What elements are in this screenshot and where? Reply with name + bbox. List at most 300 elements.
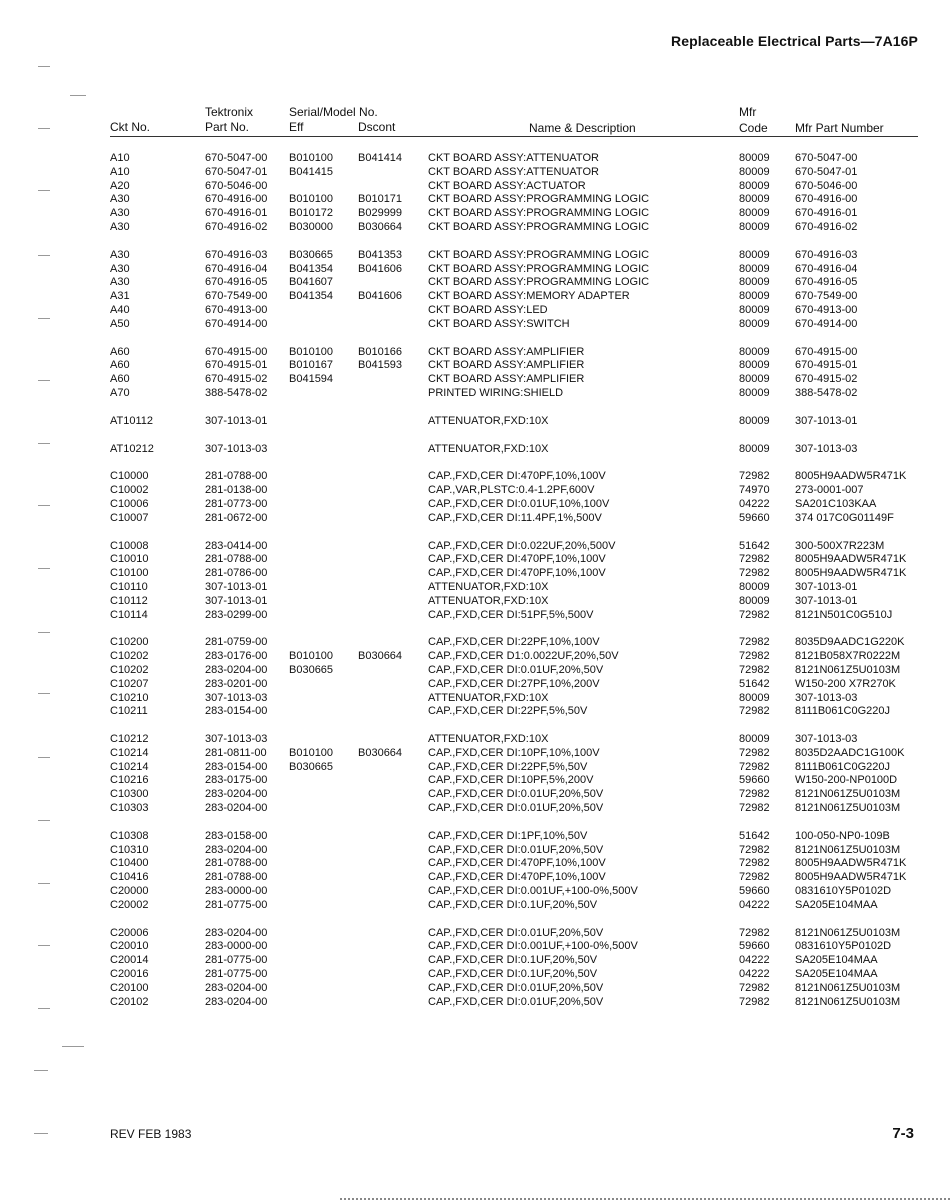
cell-part-no: 281-0788-00: [205, 553, 268, 566]
cell-part-no: 283-0204-00: [205, 788, 268, 801]
cell-ckt-no: C10400: [110, 857, 149, 870]
cell-mfr-part-number: 8121N061Z5U0103M: [795, 981, 901, 994]
margin-mark: [38, 757, 50, 758]
cell-part-no: 283-0000-00: [205, 885, 268, 898]
cell-ckt-no: A50: [110, 317, 130, 330]
cell-mfr-code: 80009: [739, 152, 770, 164]
parts-table: [0, 152, 950, 1023]
cell-ckt-no: A60: [110, 373, 130, 386]
cell-serial-eff: B010100: [289, 746, 334, 759]
cell-part-no: 283-0204-00: [205, 663, 268, 676]
cell-mfr-code: 80009: [739, 290, 770, 303]
table-row: [0, 290, 950, 304]
cell-ckt-no: C20006: [110, 926, 149, 939]
page-number: 7-3: [892, 1125, 914, 1142]
cell-serial-dscont: B010166: [358, 345, 403, 358]
cell-part-no: 281-0786-00: [205, 567, 268, 580]
table-row: [0, 304, 950, 318]
cell-ckt-no: C20010: [110, 940, 149, 953]
cell-serial-eff: B041354: [289, 262, 334, 275]
cell-mfr-part-number: 307-1013-01: [795, 580, 858, 593]
col-dscont: Dscont: [358, 120, 396, 134]
cell-serial-eff: B041607: [289, 276, 334, 289]
cell-ckt-no: C10202: [110, 650, 149, 663]
cell-mfr-part-number: 670-5047-01: [795, 165, 858, 178]
cell-ckt-no: C10207: [110, 677, 149, 690]
cell-mfr-code: 59660: [739, 940, 770, 953]
margin-mark: [38, 568, 50, 569]
cell-mfr-part-number: 273-0001-007: [795, 484, 864, 497]
parts-group: [0, 540, 950, 623]
table-row: [0, 650, 950, 664]
table-row: [0, 498, 950, 512]
cell-mfr-part-number: 8111B061C0G220J: [795, 705, 890, 718]
cell-mfr-part-number: 307-1013-03: [795, 442, 858, 455]
cell-part-no: 670-4915-00: [205, 345, 268, 358]
cell-mfr-part-number: SA205E104MAA: [795, 954, 878, 967]
cell-ckt-no: C20000: [110, 885, 149, 898]
margin-mark: [38, 190, 50, 191]
cell-name-description: CAP.,FXD,CER DI:0.01UF,20%,50V: [428, 788, 604, 801]
table-row: [0, 609, 950, 623]
bottom-scan-line: [340, 1198, 950, 1200]
table-row: [0, 636, 950, 650]
table-row: [0, 940, 950, 954]
cell-mfr-part-number: 8005H9AADW5R471K: [795, 871, 907, 884]
table-row: [0, 152, 950, 166]
cell-name-description: CKT BOARD ASSY:ACTUATOR: [428, 179, 586, 192]
table-row: [0, 899, 950, 913]
cell-part-no: 283-0176-00: [205, 650, 268, 663]
table-row: [0, 553, 950, 567]
cell-mfr-part-number: SA201C103KAA: [795, 497, 877, 510]
cell-part-no: 281-0788-00: [205, 470, 268, 483]
table-row: [0, 263, 950, 277]
cell-name-description: CAP.,FXD,CER D1:0.0022UF,20%,50V: [428, 650, 619, 663]
cell-mfr-code: 80009: [739, 248, 770, 261]
table-row: [0, 484, 950, 498]
table-row: [0, 705, 950, 719]
cell-serial-dscont: B041606: [358, 290, 403, 303]
cell-ckt-no: C10202: [110, 663, 149, 676]
cell-part-no: 281-0775-00: [205, 968, 268, 981]
table-row: [0, 802, 950, 816]
cell-mfr-code: 80009: [739, 262, 770, 275]
cell-mfr-code: 80009: [739, 303, 770, 316]
table-row: [0, 844, 950, 858]
col-ckt-no: Ckt No.: [110, 120, 151, 134]
cell-name-description: CAP.,FXD,CER DI:10PF,5%,200V: [428, 774, 594, 787]
cell-serial-eff: B010100: [289, 193, 334, 206]
cell-mfr-code: 72982: [739, 705, 770, 718]
table-row: [0, 249, 950, 263]
cell-ckt-no: C10200: [110, 636, 149, 649]
margin-mark: [38, 380, 50, 381]
cell-mfr-code: 74970: [739, 484, 770, 497]
table-row: [0, 885, 950, 899]
cell-name-description: CKT BOARD ASSY:PROGRAMMING LOGIC: [428, 220, 650, 233]
cell-part-no: 307-1013-01: [205, 414, 268, 427]
cell-mfr-part-number: 670-4916-02: [795, 220, 858, 233]
cell-ckt-no: A20: [110, 179, 130, 192]
cell-part-no: 670-4913-00: [205, 303, 268, 316]
cell-part-no: 281-0773-00: [205, 497, 268, 510]
cell-ckt-no: C10006: [110, 497, 149, 510]
parts-group: [0, 830, 950, 913]
table-row: [0, 871, 950, 885]
cell-name-description: ATTENUATOR,FXD:10X: [428, 580, 549, 593]
cell-mfr-part-number: 8121N061Z5U0103M: [795, 995, 901, 1008]
cell-ckt-no: C10212: [110, 733, 149, 746]
cell-name-description: CAP.,FXD,CER DI:51PF,5%,500V: [428, 608, 594, 621]
cell-part-no: 307-1013-03: [205, 442, 268, 455]
margin-mark: [38, 66, 50, 67]
cell-mfr-part-number: 8005H9AADW5R471K: [795, 470, 907, 483]
cell-part-no: 670-4916-00: [205, 193, 268, 206]
cell-mfr-part-number: 307-1013-03: [795, 691, 858, 704]
cell-mfr-part-number: 670-4916-05: [795, 276, 858, 289]
cell-mfr-code: 51642: [739, 539, 770, 552]
cell-serial-dscont: B030664: [358, 650, 403, 663]
cell-ckt-no: C10210: [110, 691, 149, 704]
cell-mfr-code: 80009: [739, 207, 770, 220]
cell-serial-dscont: B041353: [358, 248, 403, 261]
table-row: [0, 387, 950, 401]
cell-ckt-no: A60: [110, 359, 130, 372]
cell-name-description: CKT BOARD ASSY:AMPLIFIER: [428, 359, 585, 372]
cell-part-no: 281-0788-00: [205, 871, 268, 884]
table-row: [0, 788, 950, 802]
parts-group: [0, 346, 950, 401]
cell-mfr-part-number: 300-500X7R223M: [795, 539, 885, 552]
cell-name-description: PRINTED WIRING:SHIELD: [428, 386, 564, 399]
cell-mfr-part-number: 670-4916-04: [795, 262, 858, 275]
cell-mfr-part-number: 8121N061Z5U0103M: [795, 843, 901, 856]
cell-mfr-code: 72982: [739, 871, 770, 884]
cell-part-no: 281-0775-00: [205, 954, 268, 967]
cell-name-description: CAP.,FXD,CER DI:0.1UF,20%,50V: [428, 954, 598, 967]
table-row: [0, 761, 950, 775]
margin-mark: [70, 95, 86, 96]
cell-ckt-no: C10114: [110, 608, 148, 621]
table-row: [0, 221, 950, 235]
cell-serial-eff: B030665: [289, 663, 334, 676]
cell-ckt-no: C20100: [110, 981, 149, 994]
table-row: [0, 318, 950, 332]
table-row: [0, 692, 950, 706]
cell-name-description: CKT BOARD ASSY:PROGRAMMING LOGIC: [428, 248, 650, 261]
cell-mfr-part-number: 670-4916-00: [795, 193, 858, 206]
cell-mfr-code: 72982: [739, 802, 770, 815]
table-row: [0, 359, 950, 373]
cell-mfr-code: 80009: [739, 317, 770, 330]
cell-ckt-no: C20016: [110, 968, 149, 981]
cell-mfr-code: 72982: [739, 470, 770, 483]
cell-mfr-part-number: 670-4915-02: [795, 373, 858, 386]
cell-part-no: 307-1013-01: [205, 594, 268, 607]
cell-ckt-no: C10300: [110, 788, 149, 801]
cell-serial-eff: B010100: [289, 152, 334, 164]
cell-mfr-code: 72982: [739, 788, 770, 801]
cell-mfr-part-number: 100-050-NP0-109B: [795, 829, 890, 842]
cell-mfr-part-number: 307-1013-01: [795, 414, 858, 427]
col-tektronix: Tektronix: [205, 105, 254, 119]
cell-mfr-code: 72982: [739, 981, 770, 994]
table-row: [0, 166, 950, 180]
cell-serial-eff: B030000: [289, 220, 334, 233]
cell-ckt-no: A30: [110, 262, 130, 275]
cell-mfr-part-number: SA205E104MAA: [795, 968, 878, 981]
margin-mark: [38, 632, 50, 633]
cell-serial-eff: B010172: [289, 207, 334, 220]
parts-group: [0, 733, 950, 816]
cell-mfr-code: 80009: [739, 733, 770, 746]
cell-part-no: 281-0672-00: [205, 511, 268, 524]
table-row: [0, 443, 950, 457]
margin-mark: [34, 1070, 48, 1071]
cell-part-no: 283-0204-00: [205, 981, 268, 994]
cell-name-description: CAP.,FXD,CER DI:0.01UF,20%,50V: [428, 995, 604, 1008]
cell-ckt-no: AT10212: [110, 442, 154, 455]
cell-ckt-no: C10112: [110, 594, 148, 607]
cell-mfr-code: 72982: [739, 567, 770, 580]
table-row: [0, 276, 950, 290]
cell-name-description: CAP.,FXD,CER DI:22PF,5%,50V: [428, 705, 588, 718]
cell-mfr-part-number: 8111B061C0G220J: [795, 760, 890, 773]
header-rule: [110, 136, 918, 137]
cell-name-description: CAP.,FXD,CER DI:0.01UF,10%,100V: [428, 497, 610, 510]
col-part-no: Part No.: [205, 120, 250, 134]
cell-part-no: 283-0204-00: [205, 843, 268, 856]
table-row: [0, 540, 950, 554]
cell-part-no: 281-0138-00: [205, 484, 268, 497]
cell-part-no: 388-5478-02: [205, 386, 268, 399]
table-row: [0, 207, 950, 221]
cell-mfr-code: 80009: [739, 580, 770, 593]
cell-mfr-part-number: 8121N501C0G510J: [795, 608, 893, 621]
cell-name-description: CAP.,FXD,CER DI:10PF,10%,100V: [428, 746, 600, 759]
cell-mfr-part-number: SA205E104MAA: [795, 898, 878, 911]
cell-ckt-no: C10303: [110, 802, 149, 815]
cell-ckt-no: C10416: [110, 871, 149, 884]
cell-ckt-no: C10216: [110, 774, 149, 787]
cell-mfr-part-number: 670-4916-01: [795, 207, 858, 220]
table-row: [0, 581, 950, 595]
margin-mark: [38, 318, 50, 319]
cell-serial-eff: B041594: [289, 373, 334, 386]
cell-mfr-code: 04222: [739, 497, 770, 510]
cell-ckt-no: C20014: [110, 954, 149, 967]
cell-mfr-code: 72982: [739, 663, 770, 676]
cell-ckt-no: A10: [110, 165, 130, 178]
cell-part-no: 283-0204-00: [205, 802, 268, 815]
cell-mfr-part-number: 670-4915-01: [795, 359, 858, 372]
cell-mfr-code: 80009: [739, 373, 770, 386]
cell-part-no: 670-7549-00: [205, 290, 268, 303]
cell-ckt-no: C10110: [110, 580, 148, 593]
cell-part-no: 670-4916-04: [205, 262, 268, 275]
cell-mfr-code: 04222: [739, 968, 770, 981]
cell-ckt-no: A40: [110, 303, 130, 316]
cell-name-description: CAP.,FXD,CER DI:470PF,10%,100V: [428, 553, 606, 566]
cell-mfr-code: 72982: [739, 926, 770, 939]
revision-date: REV FEB 1983: [110, 1127, 192, 1141]
cell-part-no: 670-4916-05: [205, 276, 268, 289]
cell-name-description: CKT BOARD ASSY:MEMORY ADAPTER: [428, 290, 630, 303]
cell-ckt-no: C10214: [110, 746, 149, 759]
cell-serial-eff: B041415: [289, 165, 334, 178]
cell-mfr-part-number: 388-5478-02: [795, 386, 858, 399]
cell-name-description: CAP.,FXD,CER DI:0.022UF,20%,500V: [428, 539, 616, 552]
cell-part-no: 670-4914-00: [205, 317, 268, 330]
cell-mfr-part-number: 8121B058X7R0222M: [795, 650, 901, 663]
cell-mfr-part-number: 8005H9AADW5R471K: [795, 567, 907, 580]
cell-serial-dscont: B010171: [358, 193, 403, 206]
col-eff: Eff: [289, 120, 304, 134]
cell-ckt-no: C10214: [110, 760, 149, 773]
cell-ckt-no: AT10112: [110, 414, 154, 427]
cell-ckt-no: C10002: [110, 484, 149, 497]
cell-ckt-no: C10310: [110, 843, 149, 856]
cell-serial-dscont: B041606: [358, 262, 403, 275]
cell-mfr-code: 80009: [739, 594, 770, 607]
cell-ckt-no: A10: [110, 152, 130, 164]
cell-ckt-no: C10010: [110, 553, 149, 566]
cell-mfr-code: 80009: [739, 345, 770, 358]
cell-part-no: 670-5047-00: [205, 152, 268, 164]
margin-mark: [38, 128, 50, 129]
cell-mfr-code: 80009: [739, 220, 770, 233]
cell-mfr-code: 80009: [739, 442, 770, 455]
cell-name-description: CAP.,FXD,CER DI:470PF,10%,100V: [428, 567, 606, 580]
cell-name-description: CAP.,FXD,CER DI:27PF,10%,200V: [428, 677, 600, 690]
cell-part-no: 281-0759-00: [205, 636, 268, 649]
table-row: [0, 595, 950, 609]
cell-part-no: 283-0414-00: [205, 539, 268, 552]
cell-mfr-code: 72982: [739, 636, 770, 649]
table-row: [0, 996, 950, 1010]
cell-part-no: 670-4915-01: [205, 359, 268, 372]
table-row: [0, 968, 950, 982]
table-row: [0, 373, 950, 387]
cell-mfr-code: 51642: [739, 829, 770, 842]
cell-part-no: 283-0154-00: [205, 760, 268, 773]
cell-ckt-no: C10211: [110, 705, 148, 718]
margin-mark: [38, 883, 50, 884]
cell-mfr-part-number: 8005H9AADW5R471K: [795, 857, 907, 870]
table-row: [0, 830, 950, 844]
page-title: Replaceable Electrical Parts—7A16P: [671, 33, 918, 49]
cell-ckt-no: A30: [110, 220, 130, 233]
cell-part-no: 283-0154-00: [205, 705, 268, 718]
table-row: [0, 678, 950, 692]
cell-name-description: CKT BOARD ASSY:LED: [428, 303, 548, 316]
cell-name-description: CKT BOARD ASSY:PROGRAMMING LOGIC: [428, 262, 650, 275]
cell-part-no: 283-0204-00: [205, 995, 268, 1008]
cell-serial-eff: B010167: [289, 359, 334, 372]
margin-mark: [62, 1046, 84, 1047]
cell-part-no: 670-5046-00: [205, 179, 268, 192]
cell-mfr-part-number: 670-5046-00: [795, 179, 858, 192]
parts-group: [0, 443, 950, 457]
cell-ckt-no: C10000: [110, 470, 149, 483]
cell-mfr-code: 80009: [739, 179, 770, 192]
cell-name-description: CAP.,FXD,CER DI:0.001UF,+100-0%,500V: [428, 940, 638, 953]
cell-name-description: CAP.,VAR,PLSTC:0.4-1.2PF,600V: [428, 484, 595, 497]
cell-name-description: ATTENUATOR,FXD:10X: [428, 442, 549, 455]
cell-mfr-part-number: 8005H9AADW5R471K: [795, 553, 907, 566]
cell-name-description: CAP.,FXD,CER DI:0.01UF,20%,50V: [428, 843, 604, 856]
cell-name-description: CAP.,FXD,CER DI:470PF,10%,100V: [428, 470, 606, 483]
cell-mfr-part-number: 374 017C0G01149F: [795, 511, 894, 524]
cell-mfr-part-number: 307-1013-01: [795, 594, 858, 607]
cell-ckt-no: A30: [110, 276, 130, 289]
cell-part-no: 670-4916-02: [205, 220, 268, 233]
table-row: [0, 512, 950, 526]
cell-name-description: CAP.,FXD,CER DI:11.4PF,1%,500V: [428, 511, 602, 524]
cell-part-no: 283-0158-00: [205, 829, 268, 842]
cell-part-no: 283-0204-00: [205, 926, 268, 939]
cell-serial-dscont: B030664: [358, 746, 403, 759]
cell-name-description: CAP.,FXD,CER DI:0.01UF,20%,50V: [428, 926, 604, 939]
margin-mark: [38, 255, 50, 256]
table-row: [0, 193, 950, 207]
table-row: [0, 346, 950, 360]
cell-part-no: 307-1013-03: [205, 733, 268, 746]
margin-mark: [38, 820, 50, 821]
cell-mfr-part-number: 307-1013-03: [795, 733, 858, 746]
cell-name-description: CKT BOARD ASSY:PROGRAMMING LOGIC: [428, 193, 650, 206]
cell-mfr-code: 72982: [739, 995, 770, 1008]
table-row: [0, 982, 950, 996]
cell-name-description: CAP.,FXD,CER DI:0.01UF,20%,50V: [428, 802, 604, 815]
parts-group: [0, 470, 950, 525]
cell-serial-dscont: B041414: [358, 152, 403, 164]
cell-ckt-no: C10008: [110, 539, 149, 552]
cell-ckt-no: C10007: [110, 511, 149, 524]
col-code: Code: [739, 121, 768, 135]
table-row: [0, 733, 950, 747]
cell-mfr-part-number: W150-200 X7R270K: [795, 677, 896, 690]
cell-ckt-no: A30: [110, 248, 130, 261]
cell-part-no: 670-4916-03: [205, 248, 268, 261]
cell-mfr-code: 72982: [739, 608, 770, 621]
margin-mark: [38, 945, 50, 946]
cell-mfr-code: 80009: [739, 276, 770, 289]
col-mfr-part-number: Mfr Part Number: [795, 121, 884, 135]
cell-mfr-code: 80009: [739, 193, 770, 206]
table-row: [0, 415, 950, 429]
cell-mfr-part-number: W150-200-NP0100D: [795, 774, 898, 787]
cell-name-description: CAP.,FXD,CER DI:1PF,10%,50V: [428, 829, 588, 842]
cell-ckt-no: C10100: [110, 567, 149, 580]
cell-serial-eff: B041354: [289, 290, 334, 303]
table-row: [0, 954, 950, 968]
cell-name-description: CAP.,FXD,CER DI:470PF,10%,100V: [428, 871, 606, 884]
cell-ckt-no: C20102: [110, 995, 149, 1008]
margin-mark: [38, 693, 50, 694]
cell-mfr-code: 80009: [739, 691, 770, 704]
cell-mfr-part-number: 8121N061Z5U0103M: [795, 788, 901, 801]
cell-part-no: 307-1013-03: [205, 691, 268, 704]
cell-part-no: 307-1013-01: [205, 580, 268, 593]
cell-ckt-no: A31: [110, 290, 130, 303]
cell-name-description: CAP.,FXD,CER DI:0.01UF,20%,50V: [428, 981, 604, 994]
table-row: [0, 927, 950, 941]
cell-serial-dscont: B029999: [358, 207, 403, 220]
cell-ckt-no: A60: [110, 345, 130, 358]
cell-name-description: CAP.,FXD,CER DI:0.001UF,+100-0%,500V: [428, 885, 638, 898]
